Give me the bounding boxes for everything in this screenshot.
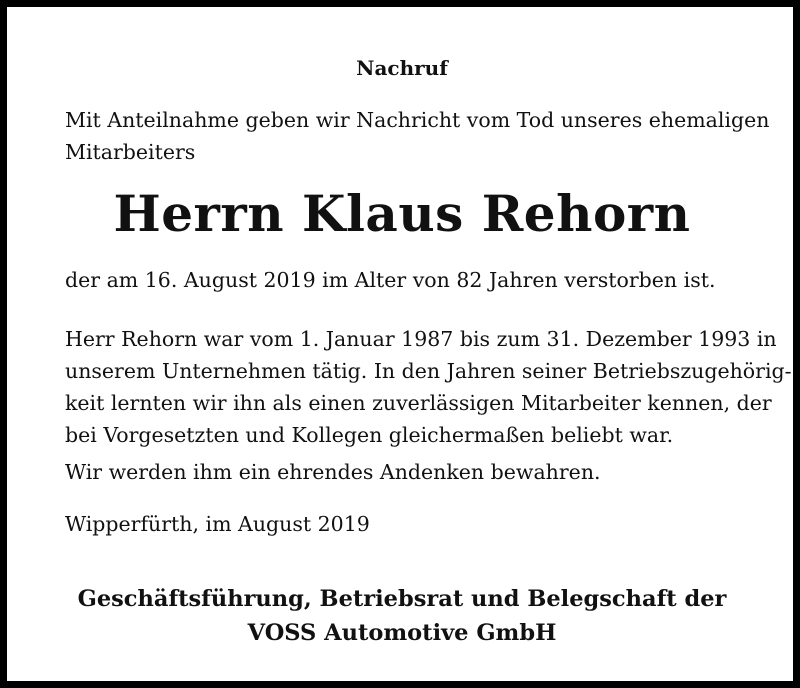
signature-block	[65, 582, 739, 650]
intro-paragraph	[65, 104, 770, 168]
company-name: VOSS Automotive GmbH	[247, 620, 557, 646]
body-line: bei Vorgesetzten und Kollegen gleichermaßen beliebt war.	[65, 423, 674, 447]
memory-line: Wir werden ihm ein ehrendes Andenken bewahren.	[65, 460, 601, 484]
death-notice-line: der am 16. August 2019 im Alter von 82 Jahren verstorben ist.	[65, 268, 716, 292]
signature-line: Geschäftsführung, Betriebsrat und Belegschaft der	[77, 586, 727, 612]
body-line: keit lernten wir ihn als einen zuverlässigen Mitarbeiter kennen, der	[65, 391, 772, 415]
body-line: unserem Unternehmen tätig. In den Jahren seiner Betriebszugehörig-	[65, 359, 792, 383]
intro-line: Mitarbeiters	[65, 140, 196, 164]
deceased-name: Herrn Klaus Rehorn	[113, 184, 691, 243]
intro-line: Mit Anteilnahme geben wir Nachricht vom Tod unseres ehemaligen	[65, 108, 770, 132]
body-paragraph	[65, 323, 792, 451]
obituary-heading: Nachruf	[356, 56, 448, 80]
place-date: Wipperfürth, im August 2019	[65, 512, 370, 536]
obituary-content	[65, 7, 792, 681]
body-line: Herr Rehorn war vom 1. Januar 1987 bis zum 31. Dezember 1993 in	[65, 327, 777, 351]
